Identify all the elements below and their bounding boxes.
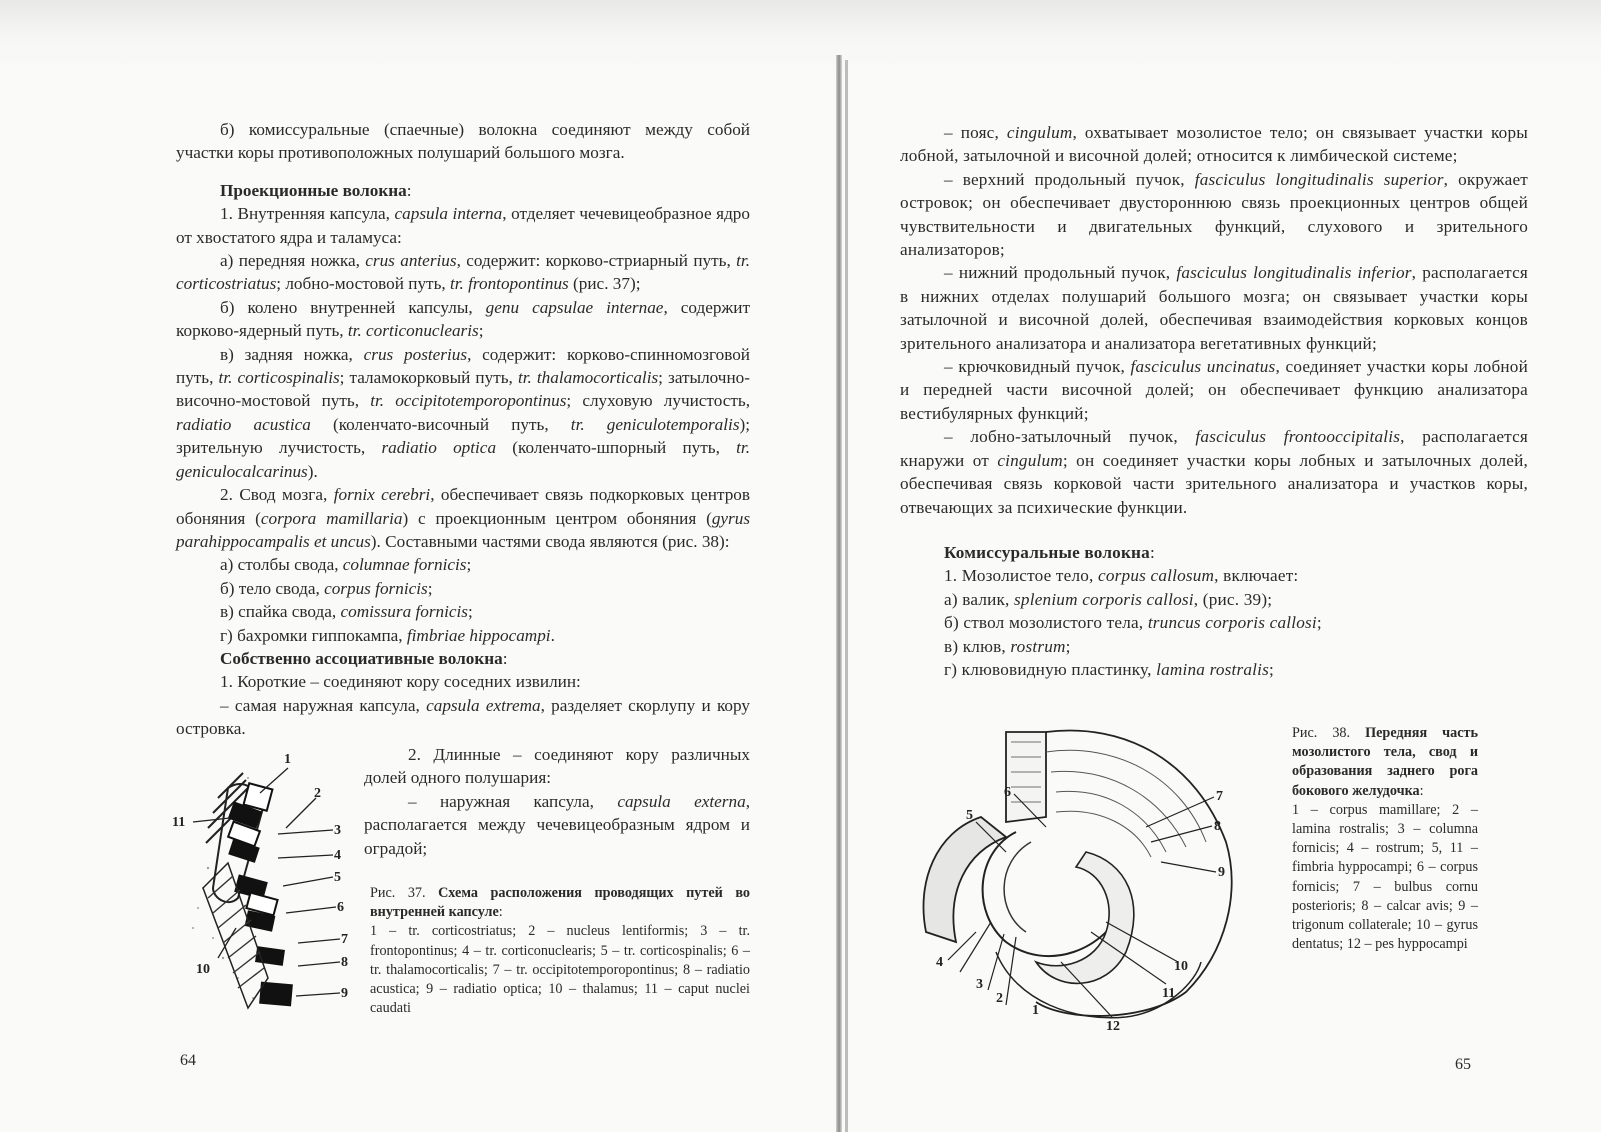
cc-part-a: а) валик, splenium corporis callosi, (рис. 39); [944,589,1273,609]
fig37-label-9: 9 [341,986,348,1001]
right-text-block [900,121,1528,681]
corpus-callosum-item: 1. Мозолистое тело, corpus callosum, включает: [944,566,1299,586]
superior-fasciculus-item: – верхний продольный пучок, fasciculus longitudinalis superior, окружает островок; он обеспечивает двустороннюю связь проекционных центров общей чувствительности и двигательных функций, слухового и зрительного анализаторов; [900,169,1528,260]
left-text-block [176,118,750,741]
item-fornix: 2. Свод мозга, fornix cerebri, обеспечивает связь подкорковых центров обоняния (corpora mamillaria) с проекционным центром обоняния (gyrus parahippocampalis et uncus). Составными частями свода являются (рис. 38): [176,485,751,551]
fig37-label-3: 3 [334,823,341,838]
inferior-fasciculus-item: – нижний продольный пучок, fasciculus longitudinalis inferior, располагается в нижних отделах полушарий большого мозга; он связывает участки коры затылочной и височной долей, обеспечивая взаимодействия корковых концов зрительного анализатора и анализатора вегетативных функций; [900,263,1529,353]
heading-commissural: Комиссуральные волокна: [944,542,1155,562]
item-crus-anterius: а) передняя ножка, crus anterius, содержит: корково-стриарный путь, tr. corticostriatus; лобно-мостовой путь, tr. frontopontinus (рис. 37); [176,251,750,294]
page-number-right: 65 [1455,1056,1471,1073]
fornix-part-v: в) спайка свода, comissura fornicis; [220,602,473,622]
left-text-block-2 [364,743,750,860]
fig38-label-2: 2 [996,991,1003,1006]
fig38-label-10: 10 [1174,959,1188,974]
fig38-label-3: 3 [976,977,983,992]
item-capsula-interna: 1. Внутренняя капсула, capsula interna, отделяет чечевицеобразное ядро от хвостатого ядра и таламуса: [176,204,750,247]
capsula-externa: – наружная капсула, capsula externa, располагается между чечевицеобразным ядром и оградой; [364,791,750,858]
fig38-label-11: 11 [1162,986,1176,1001]
figure-37-diagram [168,748,358,1033]
cc-part-b: б) ствол мозолистого тела, truncus corporis callosi; [944,613,1322,633]
fig37-label-6: 6 [337,900,344,915]
book-gutter [836,55,842,1132]
heading-projection: Проекционные волокна: [220,180,412,200]
fig37-label-1: 1 [284,752,291,767]
fig37-label-4: 4 [334,848,341,863]
fig38-label-4: 4 [936,955,943,970]
heading-association: Собственно ассоциативные волокна: [220,648,508,668]
figure-38-diagram [896,722,1286,1042]
fig38-label-7: 7 [1216,789,1223,804]
fig37-label-8: 8 [341,955,348,970]
fornix-part-g: г) бахромки гиппокампа, fimbriae hippocampi. [220,625,555,645]
fig38-label-9: 9 [1218,865,1225,880]
fornix-part-b: б) тело свода, corpus fornicis; [220,578,433,598]
right-page [848,0,1601,1132]
frontooccipital-item: – лобно-затылочный пучок, fasciculus frontooccipitalis, располагается кнаружи от cingulum; он соединяет участки коры лобных и затылочных долей, обеспечивая связь корковой части зрительного анализатора и участков коры, отвечающих за психические функции. [900,427,1529,517]
cc-part-g: г) клювовидную пластинку, lamina rostralis; [944,659,1274,679]
short-fibers: 1. Короткие – соединяют кору соседних извилин: [220,672,581,692]
item-genu: б) колено внутренней капсулы, genu capsulae internae, содержит корково-ядерный путь, tr. corticonuclearis; [176,297,750,341]
figure-37-caption: Рис. 37. Схема расположения проводящих путей во внутренней капсуле: 1 – tr. corticostriatus; 2 – nucleus lentiformis; 3 – tr. frontopontinus; 4 – tr. corticonuclearis; 5 – tr. corticospinalis; 6 – tr. thalamocorticalis; 7 – tr. occipitotemporopontinus; 8 – radiatio acustica; 9 – radiatio optica; 10 – thalamus; 11 – caput nuclei caudati [370,885,750,1017]
fig38-label-12: 12 [1106,1019,1120,1034]
fig38-label-8: 8 [1214,819,1221,834]
cingulum-item: – пояс, cingulum, охватывает мозолистое тело; он связывает участки коры лобной, затылочной и височной долей; относится к лимбической системе; [900,123,1528,166]
uncinate-fasciculus-item: – крючковидный пучок, fasciculus uncinatus, соединяет участки коры лобной и передней части височной долей; он обеспечивает функцию анализатора вестибулярных функций; [900,357,1528,423]
fig37-label-10: 10 [196,962,210,977]
fig37-label-11: 11 [172,815,186,830]
cc-part-v: в) клюв, rostrum; [944,636,1071,656]
fornix-part-a: а) столбы свода, columnae fornicis; [220,555,472,575]
item-crus-posterius: в) задняя ножка, crus posterius, содержит: корково-спинномозговой путь, tr. corticospinalis; таламокорковый путь, tr. thalamocorticalis; затылочно-височно-мостовой путь, tr. occipitotemporopontinus; слуховую лучистость, radiatio acustica (коленчато-височный путь, tr. geniculotemporalis); зрительную лучистость, radiatio optica (коленчато-шпорный путь, tr. geniculocalcarinus). [176,344,751,481]
fig38-label-6: 6 [1004,785,1011,800]
fig38-label-1: 1 [1032,1003,1039,1018]
capsula-extrema: – самая наружная капсула, capsula extrema, разделяет скорлупу и кору островка. [176,695,750,739]
fig38-label-5: 5 [966,808,973,823]
long-fibers: 2. Длинные – соединяют кору различных долей одного полушария: [364,745,750,788]
paragraph-commissural: б) комиссуральные (спаечные) волокна соединяют между собой участки коры противоположных полушарий большого мозга. [176,120,750,163]
page-number-left: 64 [180,1052,196,1069]
fig37-label-5: 5 [334,870,341,885]
fig37-label-2: 2 [314,786,321,801]
figure-38-caption: Рис. 38. Передняя часть мозолистого тела, свод и образования заднего рога бокового желудочка: 1 – corpus mamillare; 2 – lamina rostralis; 3 – columna fornicis; 4 – rostrum; 5, 11 – fimbria hyppocampi; 6 – corpus fornicis; 7 – bulbus cornu posterioris; 8 – calcar avis; 9 – trigonum collaterale; 10 – gyrus dentatus; 12 – pes hyppocampi [1292,725,1479,953]
fig37-label-7: 7 [341,932,348,947]
